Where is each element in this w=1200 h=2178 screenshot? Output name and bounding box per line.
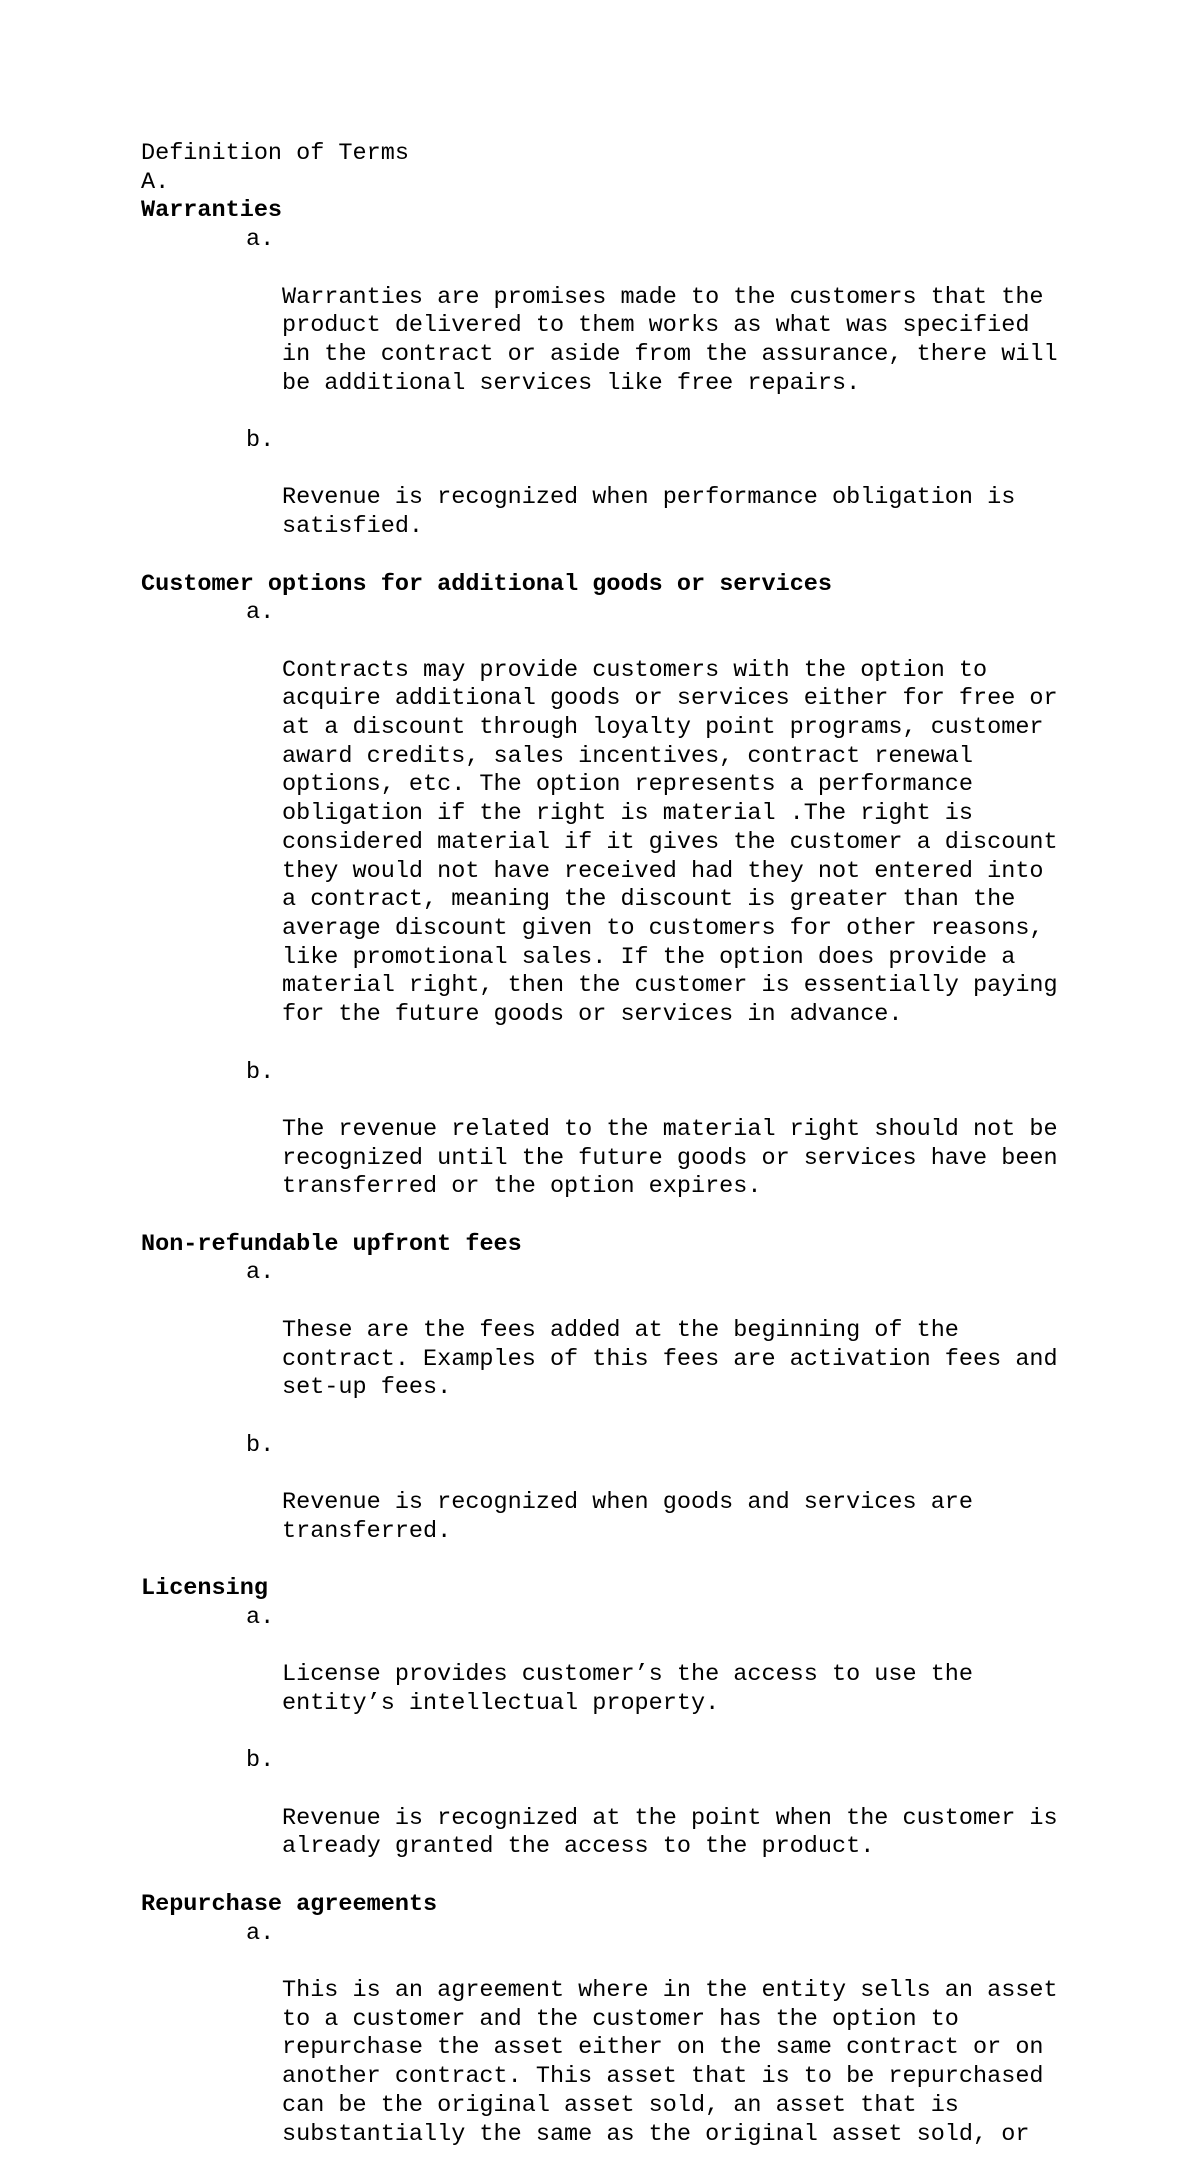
list-marker: a. <box>246 1919 275 1947</box>
section-heading-licensing: Licensing <box>141 1575 268 1603</box>
list-marker: a. <box>246 599 275 627</box>
section-heading-upfront-fees: Non-refundable upfront fees <box>141 1230 522 1258</box>
list-item <box>141 599 1071 1058</box>
list-marker: a. <box>246 1259 275 1287</box>
list-marker: a. <box>246 226 275 254</box>
list-marker: b. <box>246 1747 275 1775</box>
list-marker: b. <box>246 427 275 455</box>
list-item-text: License provides customer’s the access to use the entity’s intellectual property. <box>282 1661 974 1717</box>
list-item <box>141 1259 1071 1431</box>
section-heading-warranties: Warranties <box>141 197 283 225</box>
section-label: A. <box>141 168 170 196</box>
list-item-text: Revenue is recognized when performance obligation is satisfied. <box>282 484 1016 541</box>
list-item-text: This is an agreement where in the entity sells an asset to a customer and the customer has the option to repurchase the asset either on the same contract or on another contract. This asset that is to be repurchased can be the original asset sold, an asset that is substantially the same as the original asset sold, or <box>282 1977 1058 2148</box>
list-item <box>141 226 1071 427</box>
list-item <box>141 1604 1071 1748</box>
list-item-text: Revenue is recognized when goods and services are transferred. <box>282 1489 974 1545</box>
list-item <box>141 427 1071 571</box>
section-heading-customer-options: Customer options for additional goods or services <box>141 570 833 598</box>
section-heading-repurchase-agreements: Repurchase agreements <box>141 1890 438 1918</box>
list-item <box>141 1059 1071 1231</box>
list-item-text: These are the fees added at the beginning of the contract. Examples of this fees are activation fees and set-up fees. <box>282 1316 1058 1402</box>
document-page <box>141 140 1071 2178</box>
list-marker: b. <box>246 1431 275 1459</box>
list-item-text: The revenue related to the material right should not be recognized until the future goods or services have been transferred or the option expires. <box>282 1115 1058 1201</box>
list-item <box>141 1920 1071 2178</box>
list-marker: a. <box>246 1603 275 1631</box>
list-item-text: Contracts may provide customers with the option to acquire additional goods or services either for free or at a discount through loyalty point programs, customer award credits, sales incentives, contract renewal options, etc. The option represents a performance obligation if the right is material .The right is considered material if it gives the customer a discount they would not have received had they not entered into a contract, meaning the discount is greater than the average discount given to customers for other reasons, like promotional sales. If the option does provide a material right, then the customer is essentially paying for the future goods or services in advance. <box>282 656 1058 1029</box>
list-item <box>141 1747 1071 1891</box>
list-marker: b. <box>246 1058 275 1086</box>
list-item-text: Revenue is recognized at the point when the customer is already granted the access to the product. <box>282 1804 1058 1861</box>
list-item-text: Warranties are promises made to the customers that the product delivered to them works as what was specified in the contract or aside from the assurance, there will be additional services like free repairs. <box>282 283 1058 397</box>
document-title: Definition of Terms <box>141 140 409 167</box>
list-item <box>141 1432 1071 1576</box>
